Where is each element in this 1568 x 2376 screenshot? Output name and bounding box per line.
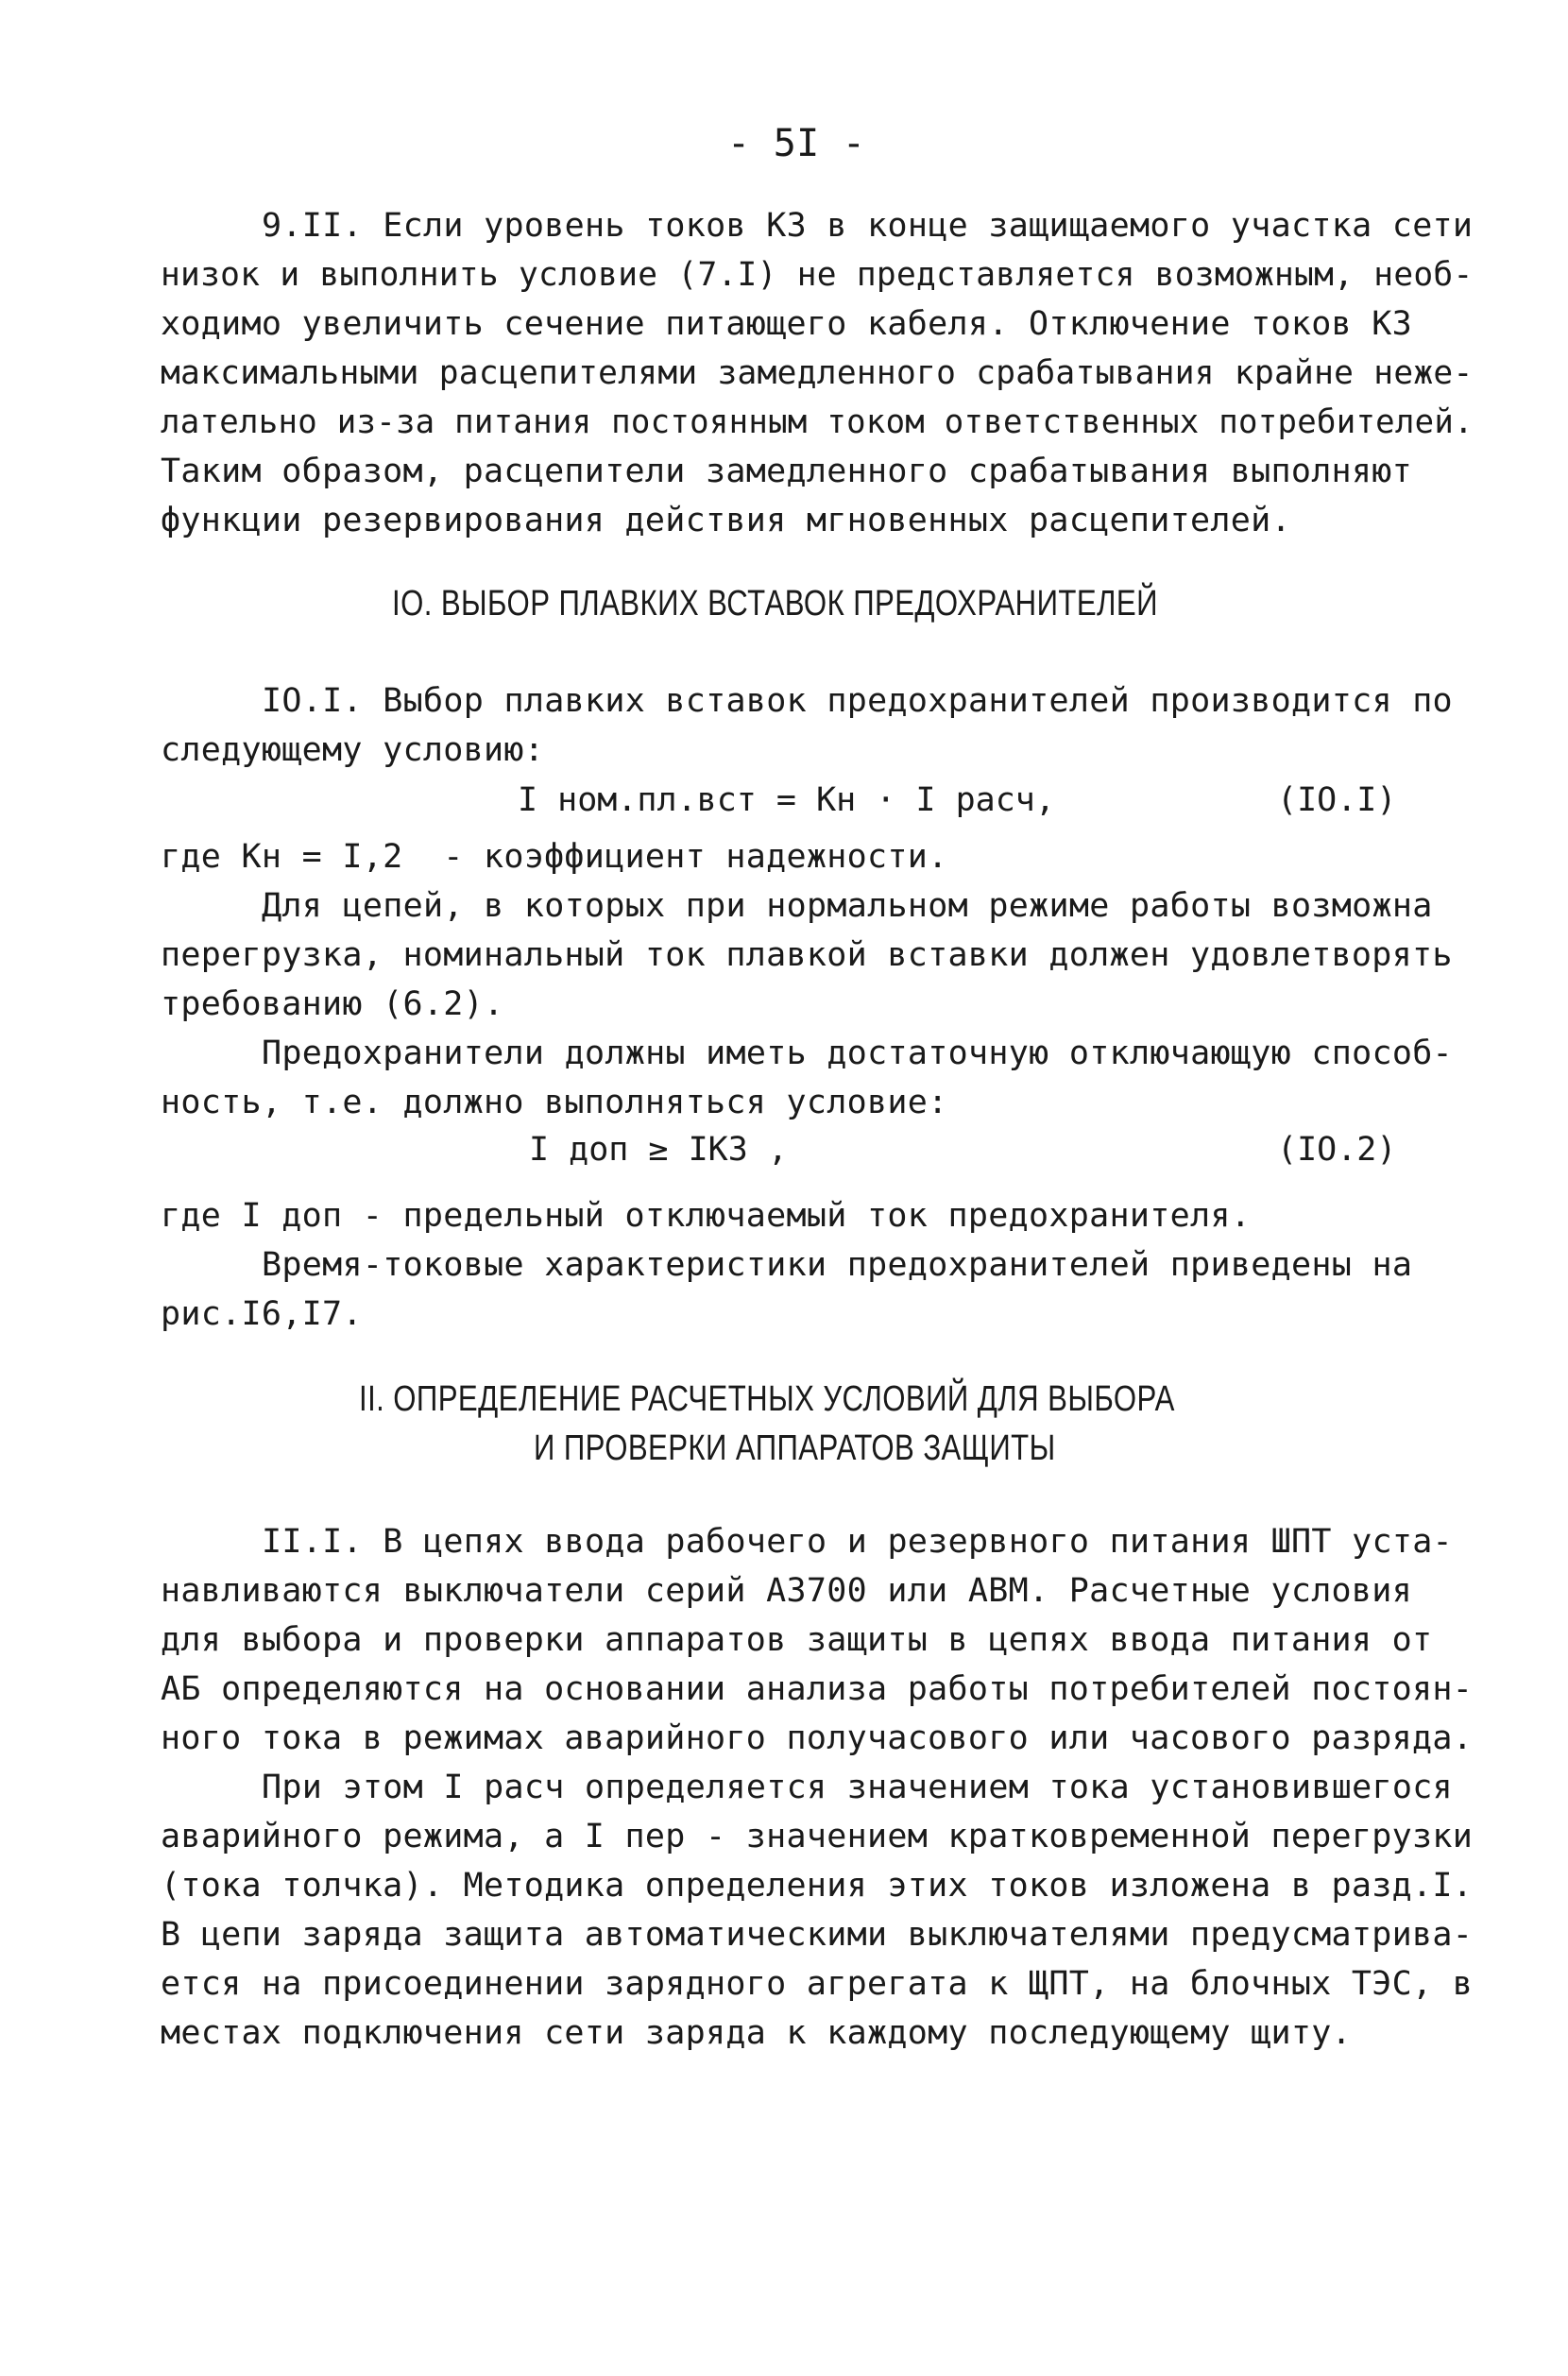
text-line: требованию (6.2). [161,985,504,1023]
text-line: для выбора и проверки аппаратов защиты в цепях ввода питания от [161,1621,1433,1659]
text-line: В цепи заряда защита автоматическими выключателями предусматрива- [161,1916,1474,1954]
where-line: где Кн = I,2 - коэффициент надежности. [161,838,948,876]
text-line: ность, т.е. должно выполняться условие: [161,1084,948,1121]
text-line: Таким образом, расцепители замедленного срабатывания выполняют [161,453,1413,490]
heading-line: II. ОПРЕДЕЛЕНИЕ РАСЧЕТНЫХ УСЛОВИЙ ДЛЯ ВЫБОРА [359,1379,1175,1419]
text-line: ного тока в режимах аварийного получасового или часового разряда. [161,1719,1474,1757]
text-line: АБ определяются на основании анализа работы потребителей постоян- [161,1670,1474,1708]
text-line: максимальными расцепителями замедленного срабатывания крайне неже- [161,354,1474,392]
text-line: следующему условию: [161,731,545,769]
text-line: Время-токовые характеристики предохранителей приведены на [262,1246,1413,1284]
formula-number-10-2: (IO.2) [1277,1131,1397,1169]
text-line: лательно из-за питания постоянным током ответственных потребителей. [161,403,1474,441]
formula-10-2: I доп ≥ IКЗ , [529,1131,788,1169]
text-line: рис.I6,I7. [161,1295,363,1333]
text-line: (тока толчка). Методика определения этих токов изложена в разд.I. [161,1867,1474,1905]
text-line: Для цепей, в которых при нормальном режиме работы возможна [262,887,1433,925]
text-line: ходимо увеличить сечение питающего кабеля. Отключение токов КЗ [161,305,1413,343]
where-line: где I доп - предельный отключаемый ток предохранителя. [161,1197,1252,1235]
heading-line: И ПРОВЕРКИ АППАРАТОВ ЗАЩИТЫ [534,1428,1056,1468]
text-line: местах подключения сети заряда к каждому последующему щиту. [161,2014,1352,2052]
text-line: При этом I расч определяется значением тока установившегося [262,1769,1453,1806]
formula-number-10-1: (IO.I) [1277,781,1397,819]
text-line: функции резервирования действия мгновенных расцепителей. [161,502,1291,539]
text-line: IO.I. Выбор плавких вставок предохранителей производится по [262,682,1453,720]
text-line: 9.II. Если уровень токов КЗ в конце защищаемого участка сети [262,207,1474,245]
formula-10-1: I ном.пл.вст = Кн · I расч, [518,781,1055,819]
text-line: низок и выполнить условие (7.I) не представляется возможным, необ- [161,256,1474,294]
text-line: перегрузка, номинальный ток плавкой вставки должен удовлетворять [161,936,1453,974]
page-number: - 5I - [727,122,866,165]
text-line: II.I. В цепях ввода рабочего и резервного питания ШПТ уста- [262,1523,1453,1561]
text-line: Предохранители должны иметь достаточную отключающую способ- [262,1034,1453,1072]
text-line: ется на присоединении зарядного агрегата к ЩПТ, на блочных ТЭС, в [161,1965,1474,2003]
text-line: навливаются выключатели серий А3700 или АВМ. Расчетные условия [161,1572,1413,1610]
section-heading-10: IO. ВЫБОР ПЛАВКИХ ВСТАВОК ПРЕДОХРАНИТЕЛЕЙ [392,584,1158,624]
text-line: аварийного режима, а I пер - значением кратковременной перегрузки [161,1818,1474,1855]
